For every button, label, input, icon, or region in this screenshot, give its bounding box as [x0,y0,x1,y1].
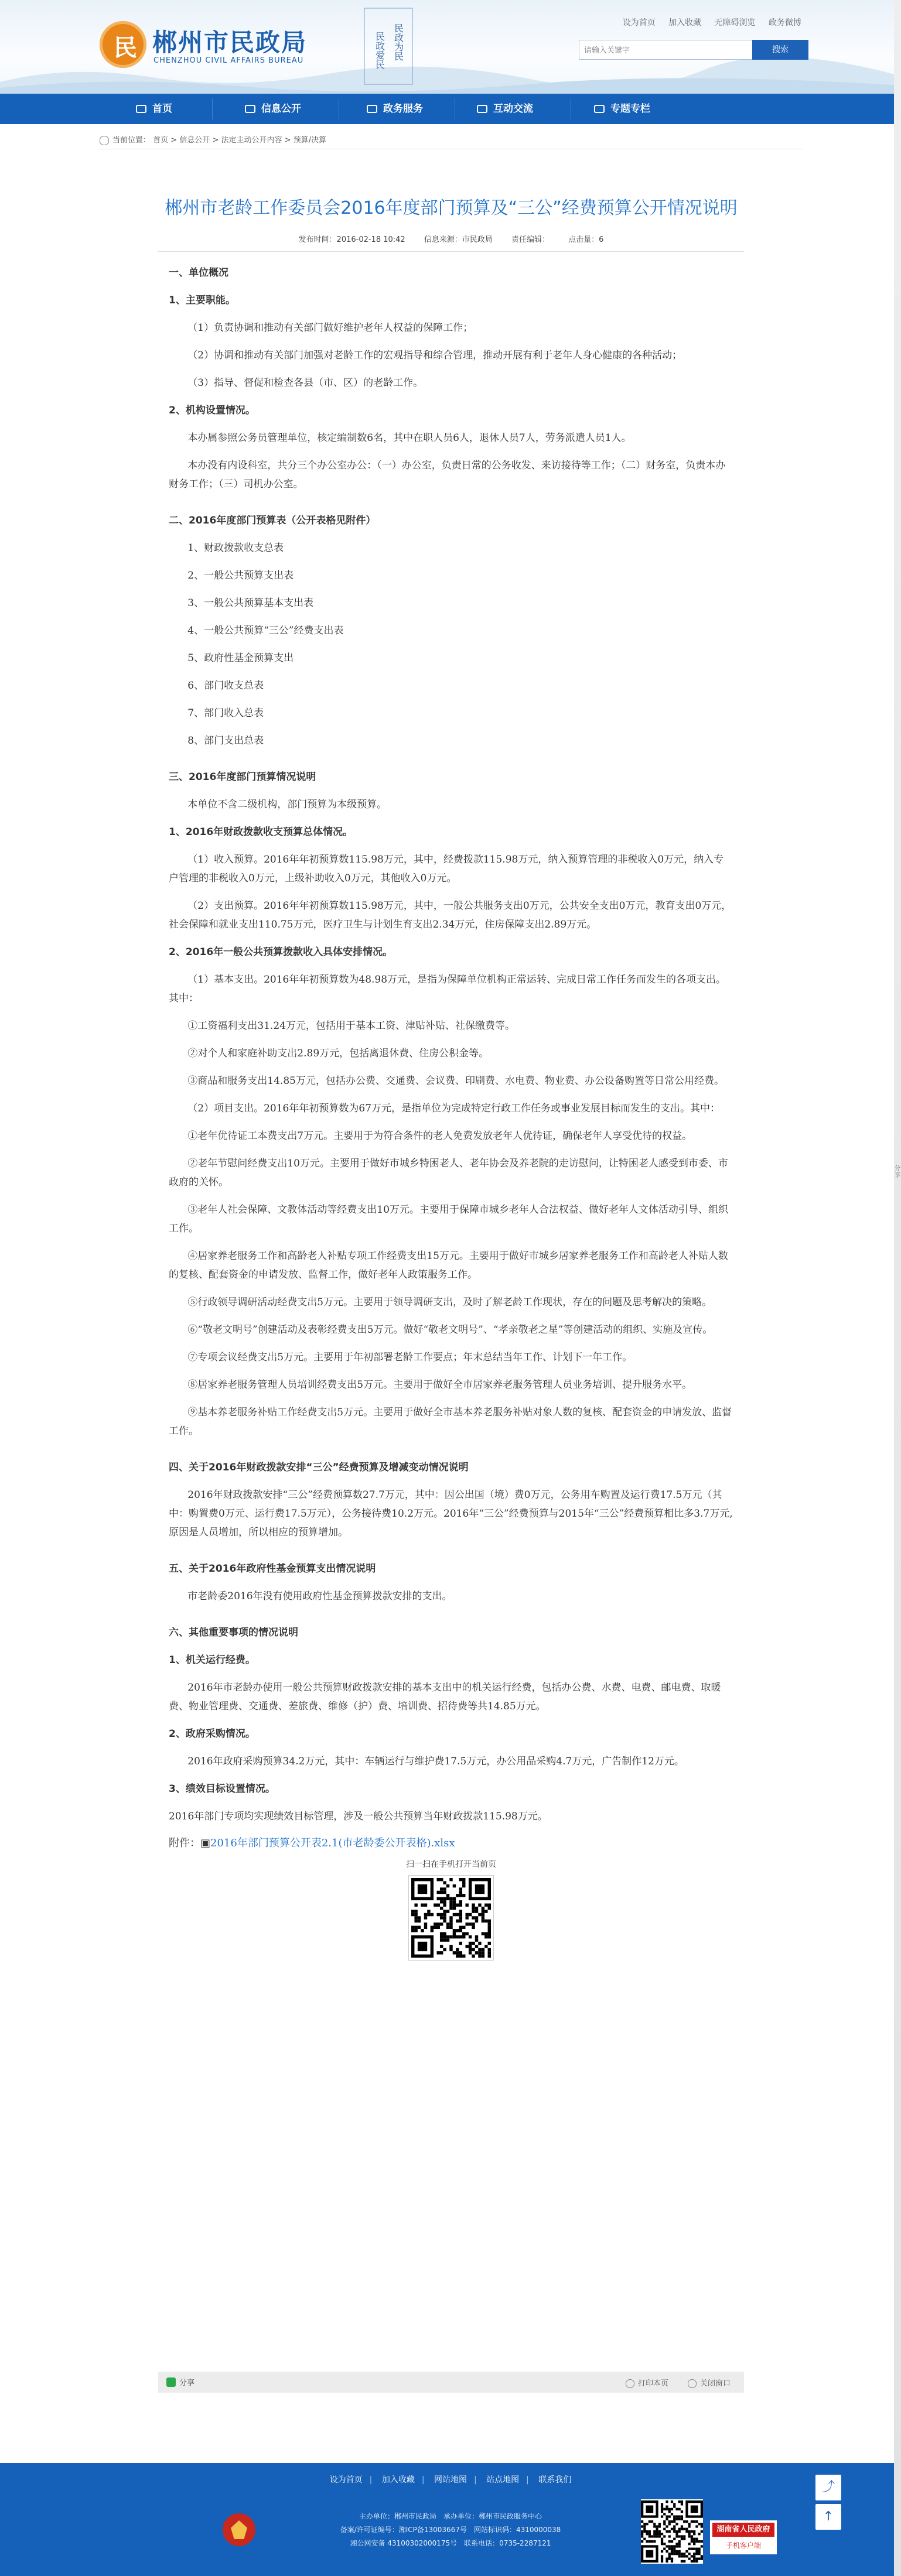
breadcrumb-prefix: 当前位置： [112,136,151,145]
nav-item-home[interactable] [136,94,172,124]
paragraph: ③商品和服务支出14.85万元，包括办公费、交通费、会议费、印刷费、水电费、物业费、办公设备购置等日常公用经费。 [187,1075,724,1087]
section-heading: 五、关于2016年政府性基金预算支出情况说明 [169,1563,376,1575]
breadcrumb-home[interactable]: 首页 [153,136,169,145]
paragraph: （2）项目支出。2016年年初预算数为67万元，是指单位为完成特定行政工作任务或事业发展目标而发生的支出。其中： [187,1103,721,1114]
breadcrumb-info[interactable]: 信息公开 [179,136,210,145]
print-icon [626,2379,634,2388]
paragraph: ②老年节慰问经费支出10万元。主要用于做好市城乡特困老人、老年协会及养老院的走访慰问，让特困老人感受到市委、市政府的关怀。 [169,1158,728,1188]
share-label[interactable]: 分享 [179,2379,195,2387]
site-footer [0,2463,901,2576]
publish-time: 发布时间：2016-02-18 10:42 [298,235,405,244]
footer-link-favorite[interactable]: 加入收藏 [381,2475,415,2485]
section-heading: 2、政府采购情况。 [169,1728,255,1740]
article-title: 郴州市老龄工作委员会2016年度部门预算及“三公”经费预算公开情况说明 [165,198,738,218]
paragraph: （3）指导、督促和检查各县（市、区）的老龄工作。 [187,377,424,389]
article-body [158,264,744,1826]
site-header [0,0,901,94]
page-qr-code [409,1876,493,1960]
section-heading: 三、2016年度部门预算情况说明 [169,771,316,783]
paragraph: ①工资福利支出31.24万元，包括用于基本工资、津贴补贴、社保缴费等。 [187,1020,515,1032]
document-icon [245,105,255,113]
nav-label: 互动交流 [493,103,533,115]
close-window-button[interactable] [688,2377,731,2388]
close-icon [688,2379,697,2388]
footer-links: 设为首页 | 加入收藏 | 网站地图 | 站点地图 | 联系我们 [329,2475,572,2485]
top-link-accessibility[interactable]: 无障碍浏览 [714,18,756,28]
section-heading: 六、其他重要事项的情况说明 [169,1627,298,1638]
chat-icon [477,105,487,113]
article [158,197,744,1962]
nav-item-services[interactable] [367,94,423,124]
nav-item-topics[interactable] [594,94,650,124]
footer-icp: 备案/许可证编号：湘ICP备13003667号 网站标识码：4310000038 [340,2526,561,2534]
home-icon [100,136,109,145]
paragraph: 1、财政拨款收支总表 [187,542,284,554]
home-icon [136,105,146,113]
share-icon[interactable] [166,2377,176,2387]
nav-item-info[interactable] [245,94,301,124]
nav-divider [212,98,213,119]
top-links [612,16,801,28]
top-link-weibo[interactable]: 政务微博 [769,18,801,28]
section-heading: 2、2016年一般公共预算拨款收入具体安排情况。 [169,946,393,958]
search-button[interactable]: 搜索 [752,40,808,60]
click-count: 点击量：6 [568,235,604,244]
paragraph: （1）基本支出。2016年年初预算数为48.98万元，是指为保障单位机构正常运转、完成日常工作任务而发生的各项支出。其中： [169,974,726,1004]
footer-link-sitemap[interactable]: 网站地图 [434,2475,467,2485]
site-subtitle: CHENZHOU CIVIL AFFAIRS BUREAU [153,56,304,65]
paragraph: ⑥“敬老文明号”创建活动及表彰经费支出5万元。做好“敬老文明号”、“孝亲敬老之星”等创建活动的组织、实施及宣传。 [187,1324,713,1336]
paragraph: ⑨基本养老服务补贴工作经费支出5万元。主要用于做好全市基本养老服务补贴对象人数的复核、配套资金的申请发放、监督工作。 [169,1407,732,1437]
badge-subtitle: 手机客户端 [725,2541,761,2550]
nav-label: 首页 [152,103,172,115]
footer-police: 湘公网安备 43100302000175号 联系电话：0735-2287121 [350,2539,551,2547]
footer-qr-code [641,2499,703,2564]
paragraph: 2016年部门专项均实现绩效目标管理，涉及一般公共预算当年财政拨款115.98万元。 [169,1811,548,1822]
attachment-link[interactable]: 2016年部门预算公开表2.1(市老龄委公开表格).xlsx [210,1837,455,1849]
print-button[interactable] [626,2377,668,2388]
paragraph: 本单位不含二级机构，部门预算为本级预算。 [187,799,387,810]
info-source: 信息来源：市民政局 [424,235,493,244]
qr-title: 扫一扫在手机打开当前页 [406,1860,496,1869]
paragraph: 2、一般公共预算支出表 [187,570,294,581]
footer-link-sitemap-2[interactable]: 站点地图 [486,2475,520,2485]
search-box [579,40,753,60]
paragraph: 3、一般公共预算基本支出表 [187,597,314,609]
paragraph: ③老年人社会保障、文教体活动等经费支出10万元。主要用于保障市城乡老年人合法权益、做好老年人文体活动引导、组织工作。 [169,1204,728,1234]
top-link-home[interactable]: 设为首页 [622,18,656,28]
paragraph: 4、一般公共预算“三公”经费支出表 [187,625,344,637]
footer-link-contact[interactable]: 联系我们 [538,2475,572,2485]
slogan-line-2: 民政爱民 [374,32,385,69]
section-heading: 一、单位概况 [169,267,228,279]
attachment-label: 附件： [169,1837,200,1849]
article-meta [158,233,744,252]
floating-share-tab[interactable] [894,0,901,2576]
paragraph: ②对个人和家庭补助支出2.89万元，包括离退休费、住房公积金等。 [187,1048,489,1059]
section-heading: 2、机构设置情况。 [169,405,255,416]
editor: 责任编辑： [511,235,550,244]
breadcrumb: 当前位置： 首页 > 信息公开 > 法定主动公开内容 > 预算/决算 [100,134,326,145]
site-title[interactable]: 郴州市民政局 [152,28,308,57]
paragraph: 5、政府性基金预算支出 [187,652,294,664]
print-label: 打印本页 [638,2379,669,2388]
paragraph: 2016年政府采购预算34.2万元，其中：车辆运行与维护费17.5万元，办公用品采购4.7万元，广告制作12万元。 [187,1756,684,1767]
paragraph: （1）负责协调和推动有关部门做好维护老年人权益的保障工作； [187,322,473,334]
paragraph: 8、部门支出总表 [187,735,264,747]
attachment-file-icon: ▣ [200,1837,211,1849]
section-heading: 1、主要职能。 [169,295,236,306]
section-heading: 二、2016年度部门预算表（公开表格见附件） [169,515,376,526]
paragraph: ⑤行政领导调研活动经费支出5万元。主要用于领导调研支出，及时了解老龄工作现状，存在的问题及思考解决的策略。 [187,1296,712,1308]
slogan-line-1: 民政为民 [393,23,404,61]
breadcrumb-current[interactable]: 预算/决算 [293,136,327,145]
footer-host: 主办单位：郴州市民政局 承办单位：郴州市民政服务中心 [359,2512,542,2520]
footer-link-home[interactable]: 设为首页 [329,2475,363,2485]
float-share-button[interactable] [815,2475,841,2500]
province-app-badge[interactable] [710,2520,777,2554]
breadcrumb-category[interactable]: 法定主动公开内容 [221,136,282,145]
layers-icon [594,105,605,113]
main-nav [0,94,901,124]
section-heading: 四、关于2016年财政拨款安排“三公”经费预算及增减变动情况说明 [169,1462,469,1473]
floating-share-label: 分享 [895,1165,900,1179]
paragraph: ①老年优待证工本费支出7万元。主要用于为符合条件的老人免费发放老年人优待证，确保老年人享受优待的权益。 [187,1130,692,1142]
back-to-top-button[interactable] [815,2504,841,2530]
slogan-calligraphy [362,6,415,87]
paragraph: （2）协调和推动有关部门加强对老龄工作的宏观指导和综合管理，推动开展有利于老年人身心健康的各种活动； [187,350,682,361]
paragraph: 2016年市老龄办使用一般公共预算财政拨款安排的基本支出中的机关运行经费，包括办公费、水费、电费、邮电费、取暖费、物业管理费、交通费、差旅费、维修（护）费、培训费、招待费等共14.85万元。 [169,1682,721,1712]
badge-title: 湖南省人民政府 [712,2523,774,2537]
page-qr-section [158,1858,744,1962]
section-heading: 1、机关运行经费。 [169,1654,255,1666]
share-bar [158,2372,744,2393]
attachment-line [158,1835,744,1850]
search-input[interactable] [583,40,743,60]
section-heading: 3、绩效目标设置情况。 [169,1783,275,1795]
close-label: 关闭窗口 [700,2379,731,2388]
paragraph: 2016年财政拨款安排“三公”经费预算数27.7万元，其中：因公出国（境）费0万元，公务用车购置及运行费17.5万元（其中：购置费0万元、运行费17.5万元），公务接待费10.2万元。2016年“三公”经费预算与2015年“三公”经费预算相比多3.7万元,原因是人员增加，所以相应的预算增加。 [169,1489,733,1538]
top-link-favorite[interactable]: 加入收藏 [668,18,702,28]
nav-label: 专题专栏 [610,103,650,115]
section-heading: 1、2016年财政拨款收支预算总体情况。 [169,826,353,838]
paragraph: （2）支出预算。2016年年初预算数115.98万元，其中，一般公共服务支出0万元，公共安全支出0万元，教育支出0万元，社会保障和就业支出110.75万元，医疗卫生与计划生育支出2.34万元，住房保障支出2.89万元。 [169,900,732,930]
briefcase-icon [367,105,377,113]
paragraph: 本办没有内设科室，共分三个办公室办公：（一）办公室，负责日常的公务收发、来访接待等工作；（二）财务室，负责本办财务工作；（三）司机办公室。 [169,460,726,490]
site-logo[interactable]: 民 [100,21,146,68]
paragraph: ⑦专项会议经费支出5万元。主要用于年初部署老龄工作要点；年末总结当年工作、计划下一年工作。 [187,1352,633,1363]
paragraph: 7、部门收入总表 [187,707,264,719]
arrow-up-icon: ↑ [822,2509,834,2524]
nav-label: 政务服务 [383,103,423,115]
paragraph: 市老龄委2016年没有使用政府性基金预算拨款安排的支出。 [187,1590,452,1602]
share-icon: ⤴ [821,2480,835,2495]
nav-item-interaction[interactable] [477,94,533,124]
paragraph: ④居家养老服务工作和高龄老人补贴专项工作经费支出15万元。主要用于做好市城乡居家养老服务工作和高龄老人补贴人数的复核、配套资金的申请发放、监督工作，做好老年人政策服务工作。 [169,1250,728,1281]
paragraph: （1）收入预算。2016年年初预算数115.98万元，其中，经费拨款115.98万元，纳入预算管理的非税收入0万元，纳入专户管理的非税收入0万元，上级补助收入0万元，其他收入0万元。 [169,854,724,884]
paragraph: ⑧居家养老服务管理人员培训经费支出5万元。主要用于做好全市居家养老服务管理人员业务培训、提升服务水平。 [187,1379,692,1391]
paragraph: 本办属参照公务员管理单位，核定编制数6名，其中在职人员6人，退休人员7人，劳务派遣人员1人。 [187,432,632,444]
nav-label: 信息公开 [261,103,301,115]
paragraph: 6、部门收支总表 [187,680,264,692]
